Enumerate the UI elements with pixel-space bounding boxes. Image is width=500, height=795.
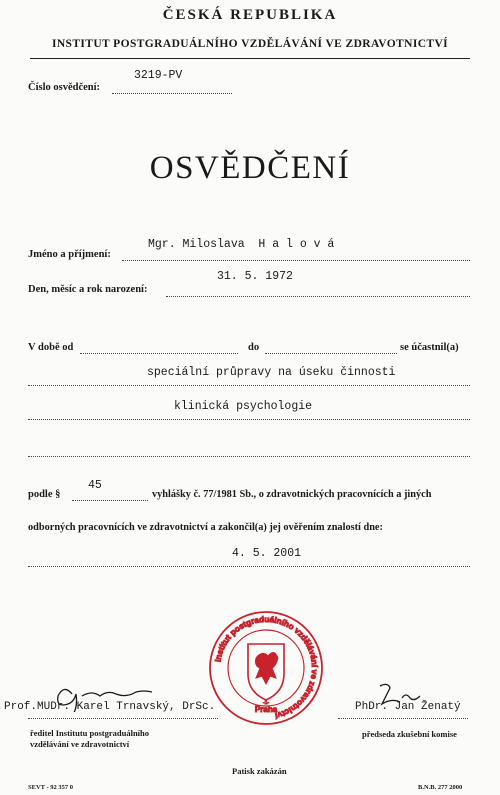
exam-date-value: 4. 5. 2001: [232, 547, 302, 560]
period-from-line: [80, 353, 238, 354]
law-section-label: podle §: [28, 489, 61, 500]
specialization-value: klinická psychologie: [174, 400, 313, 413]
training-line-3: [28, 456, 470, 457]
birth-date-label: Den, měsíc a rok narození:: [28, 284, 148, 295]
training-line-2: [28, 419, 470, 420]
participated-label: se účastnil(a): [400, 342, 459, 353]
certificate-number-label: Číslo osvědčení:: [28, 82, 101, 93]
exam-date-line: [28, 566, 470, 567]
director-role-1: ředitel Institutu postgraduálního: [30, 728, 150, 738]
birth-date-line: [166, 296, 470, 297]
stamp-city: Praha: [254, 705, 278, 714]
chairman-name: PhDr. Jan Ženatý: [355, 701, 461, 713]
director-signature-line: [28, 718, 218, 719]
chairman-role: předseda zkušební komise: [362, 729, 457, 739]
footer-right-code: B.N.B. 277 2000: [418, 784, 463, 791]
name-label: Jméno a příjmení:: [28, 249, 111, 260]
law-section-line: [72, 500, 148, 501]
law-section-value: 45: [88, 479, 102, 492]
director-role-2: vzdělávání ve zdravotnictví: [30, 739, 130, 749]
header-rule: [30, 58, 470, 59]
chairman-signature-line: [338, 718, 468, 719]
name-line: [122, 260, 470, 261]
country-heading: ČESKÁ REPUBLIKA: [162, 7, 338, 23]
certificate-number-value: 3219-PV: [134, 69, 183, 82]
certificate-title: OSVĚDČENÍ: [149, 150, 351, 186]
director-name: Prof.MUDr. Karel Trnavský, DrSc.: [4, 701, 216, 713]
institute-stamp: [206, 608, 326, 728]
period-to-label: do: [248, 342, 260, 353]
period-to-line: [265, 353, 397, 354]
law-text-1: vyhlášky č. 77/1981 Sb., o zdravotnických pracovnících a jiných: [152, 489, 432, 500]
footer-left-code: SEVT - 92 357 0: [28, 784, 74, 791]
birth-date-value: 31. 5. 1972: [217, 270, 293, 283]
stamp-number: -1-: [262, 700, 270, 706]
training-type-value: speciální průpravy na úseku činnosti: [147, 366, 396, 379]
stamp-ring-text: Institut postgraduálního vzdělávání ve zdravotnictví: [213, 614, 320, 721]
certificate-number-line: [112, 93, 232, 94]
lion-icon: [256, 652, 279, 684]
name-value: Mgr. Miloslava H a l o v á: [148, 238, 335, 251]
law-text-2: odborných pracovnících ve zdravotnictví a zakončil(a) jej ověřením znalostí dne:: [28, 522, 383, 533]
training-line-1: [28, 385, 470, 386]
copy-notice: Patisk zakázán: [232, 766, 287, 776]
institute-heading: INSTITUT POSTGRADUÁLNÍHO VZDĚLÁVÁNÍ VE ZDRAVOTNICTVÍ: [51, 38, 449, 50]
period-from-label: V době od: [28, 342, 74, 353]
